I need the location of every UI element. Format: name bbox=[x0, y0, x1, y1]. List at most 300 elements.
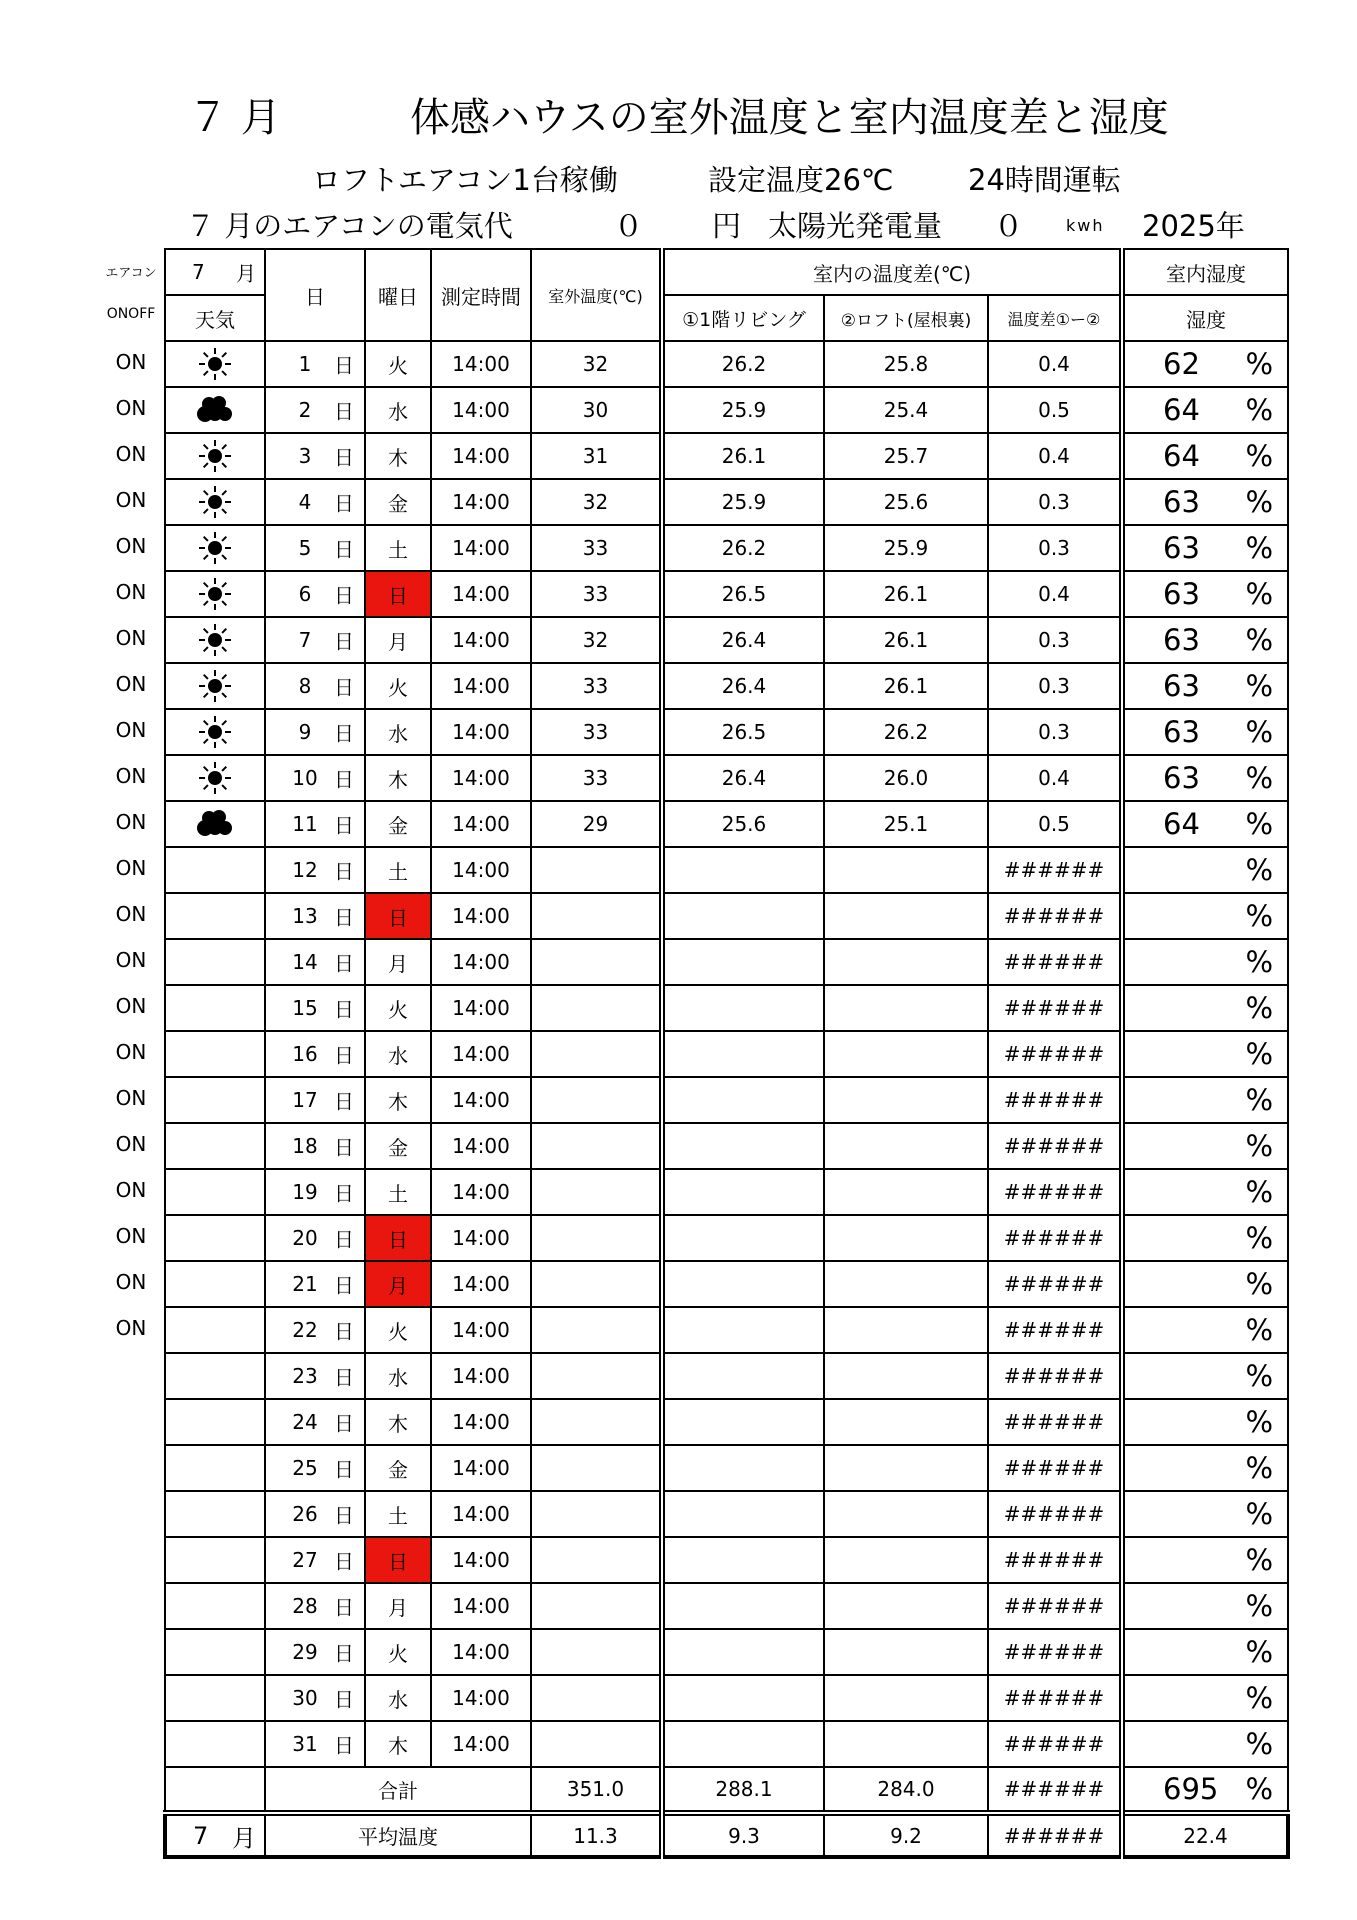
humidity-cell bbox=[1122, 1169, 1288, 1215]
humidity-cell bbox=[1122, 341, 1288, 387]
day-cell bbox=[265, 1031, 365, 1077]
loft-temp-cell: 25.7 bbox=[824, 433, 988, 479]
weather-cell bbox=[165, 801, 265, 847]
onoff-status: ON bbox=[115, 396, 147, 420]
header-day: 日 bbox=[265, 249, 365, 341]
time-cell: 14:00 bbox=[431, 525, 531, 571]
aircon-count: ロフトエアコン1台稼働 bbox=[312, 163, 618, 197]
loft-temp-cell: 26.1 bbox=[824, 617, 988, 663]
day-cell bbox=[265, 893, 365, 939]
loft-temp-cell: 26.0 bbox=[824, 755, 988, 801]
solar-label: 太陽光発電量 bbox=[768, 209, 943, 243]
humidity-cell bbox=[1122, 985, 1288, 1031]
day-number: 15 bbox=[292, 996, 318, 1020]
weather-cell bbox=[165, 1537, 265, 1583]
total-humidity-percent: % bbox=[1245, 1772, 1273, 1806]
humidity-cell bbox=[1122, 479, 1288, 525]
weekday-cell: 水 bbox=[365, 1353, 431, 1399]
time-cell: 14:00 bbox=[431, 617, 531, 663]
humidity-percent: % bbox=[1245, 1175, 1273, 1209]
weekday-cell: 水 bbox=[365, 1031, 431, 1077]
outdoor-temp-cell: 31 bbox=[531, 433, 662, 479]
day-cell bbox=[265, 1261, 365, 1307]
humidity-percent: % bbox=[1245, 1497, 1273, 1531]
table-row bbox=[165, 1537, 1288, 1583]
temp-diff-cell: ###### bbox=[988, 1261, 1122, 1307]
humidity-cell bbox=[1122, 939, 1288, 985]
loft-temp-cell bbox=[824, 1031, 988, 1077]
outdoor-temp-cell: 30 bbox=[531, 387, 662, 433]
living-temp-cell bbox=[662, 1675, 824, 1721]
time-cell: 14:00 bbox=[431, 1675, 531, 1721]
living-temp-cell bbox=[662, 1169, 824, 1215]
humidity-cell bbox=[1122, 1399, 1288, 1445]
total-diff: ###### bbox=[988, 1767, 1122, 1813]
humidity-cell bbox=[1122, 1215, 1288, 1261]
humidity-percent: % bbox=[1245, 1083, 1273, 1117]
day-number: 7 bbox=[298, 628, 312, 652]
solar-unit: kwh bbox=[1066, 216, 1105, 235]
cloud-icon bbox=[195, 807, 235, 841]
outdoor-temp-cell bbox=[531, 1583, 662, 1629]
loft-temp-cell: 25.4 bbox=[824, 387, 988, 433]
loft-temp-cell bbox=[824, 1629, 988, 1675]
temp-diff-cell: ###### bbox=[988, 985, 1122, 1031]
loft-temp-cell bbox=[824, 1675, 988, 1721]
temp-diff-cell: ###### bbox=[988, 1031, 1122, 1077]
humidity-percent: % bbox=[1245, 853, 1273, 887]
average-label: 平均温度 bbox=[265, 1813, 531, 1857]
humidity-percent: % bbox=[1245, 1451, 1273, 1485]
sun-icon bbox=[195, 577, 235, 611]
day-number: 10 bbox=[292, 766, 318, 790]
day-unit: 日 bbox=[334, 767, 354, 792]
weekday-cell: 火 bbox=[365, 985, 431, 1031]
day-number: 28 bbox=[292, 1594, 318, 1618]
loft-temp-cell bbox=[824, 1169, 988, 1215]
table-row bbox=[165, 939, 1288, 985]
outdoor-temp-cell bbox=[531, 1169, 662, 1215]
humidity-cell bbox=[1122, 1583, 1288, 1629]
weather-cell bbox=[165, 1215, 265, 1261]
temp-diff-cell: ###### bbox=[988, 1583, 1122, 1629]
outdoor-temp-cell bbox=[531, 939, 662, 985]
humidity-percent: % bbox=[1245, 715, 1273, 749]
day-cell bbox=[265, 1123, 365, 1169]
humidity-value: 63 bbox=[1163, 485, 1200, 519]
table-row bbox=[165, 1353, 1288, 1399]
table-row bbox=[165, 1077, 1288, 1123]
day-unit: 日 bbox=[334, 1503, 354, 1528]
humidity-cell bbox=[1122, 617, 1288, 663]
humidity-cell bbox=[1122, 1721, 1288, 1767]
humidity-cell bbox=[1122, 433, 1288, 479]
humidity-percent: % bbox=[1245, 807, 1273, 841]
living-temp-cell bbox=[662, 1077, 824, 1123]
total-label: 合計 bbox=[265, 1767, 531, 1813]
day-unit: 日 bbox=[334, 813, 354, 838]
day-number: 16 bbox=[292, 1042, 318, 1066]
living-temp-cell bbox=[662, 1399, 824, 1445]
temp-diff-cell: ###### bbox=[988, 939, 1122, 985]
humidity-cell bbox=[1122, 387, 1288, 433]
loft-temp-cell bbox=[824, 1261, 988, 1307]
day-cell bbox=[265, 387, 365, 433]
sun-icon bbox=[195, 485, 235, 519]
total-blank bbox=[165, 1767, 265, 1813]
weekday-cell: 月 bbox=[365, 1261, 431, 1307]
day-unit: 日 bbox=[334, 583, 354, 608]
day-unit: 日 bbox=[334, 1641, 354, 1666]
day-unit: 日 bbox=[334, 997, 354, 1022]
onoff-status: ON bbox=[115, 488, 147, 512]
table-row bbox=[165, 663, 1288, 709]
loft-temp-cell bbox=[824, 1721, 988, 1767]
humidity-value: 63 bbox=[1163, 715, 1200, 749]
humidity-percent: % bbox=[1245, 347, 1273, 381]
loft-temp-cell bbox=[824, 1307, 988, 1353]
humidity-cell bbox=[1122, 1537, 1288, 1583]
day-number: 25 bbox=[292, 1456, 318, 1480]
loft-temp-cell: 26.2 bbox=[824, 709, 988, 755]
outdoor-temp-cell bbox=[531, 1491, 662, 1537]
day-number: 6 bbox=[298, 582, 312, 606]
weather-cell bbox=[165, 617, 265, 663]
humidity-cell bbox=[1122, 1353, 1288, 1399]
outdoor-temp-cell: 33 bbox=[531, 755, 662, 801]
day-number: 13 bbox=[292, 904, 318, 928]
time-cell: 14:00 bbox=[431, 1721, 531, 1767]
day-number: 19 bbox=[292, 1180, 318, 1204]
title-month: ７ 月 bbox=[188, 95, 281, 141]
weekday-cell: 日 bbox=[365, 1215, 431, 1261]
temp-diff-cell: ###### bbox=[988, 1215, 1122, 1261]
average-row bbox=[165, 1813, 1288, 1857]
weekday-cell: 月 bbox=[365, 617, 431, 663]
weather-cell bbox=[165, 1169, 265, 1215]
time-cell: 14:00 bbox=[431, 939, 531, 985]
day-number: 8 bbox=[298, 674, 312, 698]
table-row bbox=[165, 985, 1288, 1031]
sun-icon bbox=[195, 531, 235, 565]
loft-temp-cell bbox=[824, 1399, 988, 1445]
day-unit: 日 bbox=[334, 905, 354, 930]
day-unit: 日 bbox=[334, 445, 354, 470]
electricity-value: ０ bbox=[614, 209, 644, 243]
loft-temp-cell: 25.1 bbox=[824, 801, 988, 847]
day-number: 14 bbox=[292, 950, 318, 974]
temp-diff-cell: 0.5 bbox=[988, 801, 1122, 847]
humidity-percent: % bbox=[1245, 899, 1273, 933]
temp-diff-cell: ###### bbox=[988, 1353, 1122, 1399]
time-cell: 14:00 bbox=[431, 1215, 531, 1261]
weekday-cell: 火 bbox=[365, 341, 431, 387]
weather-cell bbox=[165, 847, 265, 893]
humidity-percent: % bbox=[1245, 531, 1273, 565]
humidity-percent: % bbox=[1245, 945, 1273, 979]
weather-cell bbox=[165, 1491, 265, 1537]
onoff-status: ON bbox=[115, 534, 147, 558]
table-row bbox=[165, 617, 1288, 663]
table-row bbox=[165, 1169, 1288, 1215]
outdoor-temp-cell bbox=[531, 1675, 662, 1721]
onoff-status: ON bbox=[115, 994, 147, 1018]
living-temp-cell bbox=[662, 1491, 824, 1537]
day-number: 24 bbox=[292, 1410, 318, 1434]
onoff-status: ON bbox=[115, 1178, 147, 1202]
set-temperature: 設定温度26℃ bbox=[708, 163, 894, 197]
living-temp-cell bbox=[662, 893, 824, 939]
table-row bbox=[165, 433, 1288, 479]
cloud-icon bbox=[195, 393, 235, 427]
humidity-value: 64 bbox=[1163, 807, 1200, 841]
loft-temp-cell bbox=[824, 1445, 988, 1491]
living-temp-cell bbox=[662, 847, 824, 893]
day-unit: 日 bbox=[334, 1319, 354, 1344]
weekday-cell: 土 bbox=[365, 1491, 431, 1537]
onoff-status: ON bbox=[115, 1086, 147, 1110]
weekday-cell: 日 bbox=[365, 1537, 431, 1583]
time-cell: 14:00 bbox=[431, 1491, 531, 1537]
living-temp-cell: 26.4 bbox=[662, 663, 824, 709]
living-temp-cell bbox=[662, 1261, 824, 1307]
time-cell: 14:00 bbox=[431, 1261, 531, 1307]
time-cell: 14:00 bbox=[431, 801, 531, 847]
average-diff: ###### bbox=[988, 1813, 1122, 1857]
total-humidity-cell bbox=[1122, 1767, 1288, 1813]
living-temp-cell: 25.6 bbox=[662, 801, 824, 847]
living-temp-cell bbox=[662, 985, 824, 1031]
weekday-cell: 土 bbox=[365, 1169, 431, 1215]
day-cell bbox=[265, 755, 365, 801]
temp-diff-cell: ###### bbox=[988, 1445, 1122, 1491]
header-indoor-group: 室内の温度差(℃) bbox=[662, 249, 1122, 295]
outdoor-temp-cell bbox=[531, 893, 662, 939]
weather-cell bbox=[165, 341, 265, 387]
day-number: 17 bbox=[292, 1088, 318, 1112]
day-unit: 日 bbox=[334, 859, 354, 884]
day-unit: 日 bbox=[334, 1411, 354, 1436]
weekday-cell: 土 bbox=[365, 525, 431, 571]
table-row bbox=[165, 1491, 1288, 1537]
day-cell bbox=[265, 617, 365, 663]
onoff-header-aircon: エアコン bbox=[105, 266, 157, 281]
temp-diff-cell: 0.3 bbox=[988, 663, 1122, 709]
page-title: 体感ハウスの室外温度と室内温度差と湿度 bbox=[410, 95, 1169, 141]
weekday-cell: 月 bbox=[365, 1583, 431, 1629]
temperature-table bbox=[163, 248, 1290, 1859]
onoff-header-onoff: ONOFF bbox=[106, 306, 156, 322]
weekday-cell: 日 bbox=[365, 571, 431, 617]
day-cell bbox=[265, 985, 365, 1031]
living-temp-cell bbox=[662, 1721, 824, 1767]
time-cell: 14:00 bbox=[431, 1307, 531, 1353]
weather-cell bbox=[165, 433, 265, 479]
day-unit: 日 bbox=[334, 491, 354, 516]
day-unit: 日 bbox=[334, 721, 354, 746]
humidity-value: 64 bbox=[1163, 439, 1200, 473]
table-row bbox=[165, 1629, 1288, 1675]
humidity-percent: % bbox=[1245, 1681, 1273, 1715]
weather-cell bbox=[165, 1721, 265, 1767]
humidity-percent: % bbox=[1245, 1313, 1273, 1347]
weekday-cell: 金 bbox=[365, 1445, 431, 1491]
loft-temp-cell bbox=[824, 893, 988, 939]
humidity-percent: % bbox=[1245, 1221, 1273, 1255]
onoff-status: ON bbox=[115, 1270, 147, 1294]
onoff-status: ON bbox=[115, 718, 147, 742]
average-month-unit: 月 bbox=[232, 1824, 256, 1852]
table-row bbox=[165, 801, 1288, 847]
table-row bbox=[165, 847, 1288, 893]
humidity-value: 63 bbox=[1163, 761, 1200, 795]
total-row bbox=[165, 1767, 1288, 1813]
weather-cell bbox=[165, 1261, 265, 1307]
time-cell: 14:00 bbox=[431, 1123, 531, 1169]
onoff-status: ON bbox=[115, 902, 147, 926]
day-unit: 日 bbox=[334, 399, 354, 424]
outdoor-temp-cell: 32 bbox=[531, 617, 662, 663]
day-cell bbox=[265, 939, 365, 985]
average-month-cell bbox=[165, 1813, 265, 1857]
average-month-number: 7 bbox=[193, 1821, 209, 1850]
time-cell: 14:00 bbox=[431, 1399, 531, 1445]
day-unit: 日 bbox=[334, 1043, 354, 1068]
outdoor-temp-cell: 33 bbox=[531, 709, 662, 755]
weather-cell bbox=[165, 1399, 265, 1445]
humidity-percent: % bbox=[1245, 991, 1273, 1025]
temp-diff-cell: 0.4 bbox=[988, 341, 1122, 387]
day-cell bbox=[265, 1491, 365, 1537]
outdoor-temp-cell bbox=[531, 1123, 662, 1169]
day-number: 27 bbox=[292, 1548, 318, 1572]
humidity-cell bbox=[1122, 755, 1288, 801]
living-temp-cell: 26.5 bbox=[662, 709, 824, 755]
time-cell: 14:00 bbox=[431, 387, 531, 433]
weather-cell bbox=[165, 1675, 265, 1721]
outdoor-temp-cell: 33 bbox=[531, 571, 662, 617]
humidity-value: 63 bbox=[1163, 669, 1200, 703]
humidity-percent: % bbox=[1245, 1405, 1273, 1439]
day-unit: 日 bbox=[334, 1227, 354, 1252]
table-row bbox=[165, 1583, 1288, 1629]
humidity-cell bbox=[1122, 1629, 1288, 1675]
header-loft: ②ロフト(屋根裏) bbox=[824, 295, 988, 341]
weekday-cell: 水 bbox=[365, 387, 431, 433]
temp-diff-cell: ###### bbox=[988, 893, 1122, 939]
table-row bbox=[165, 893, 1288, 939]
day-number: 31 bbox=[292, 1732, 318, 1756]
day-unit: 日 bbox=[334, 1595, 354, 1620]
humidity-value: 62 bbox=[1163, 347, 1200, 381]
humidity-cell bbox=[1122, 1031, 1288, 1077]
loft-temp-cell bbox=[824, 1537, 988, 1583]
outdoor-temp-cell bbox=[531, 847, 662, 893]
humidity-percent: % bbox=[1245, 577, 1273, 611]
temp-diff-cell: 0.5 bbox=[988, 387, 1122, 433]
weather-cell bbox=[165, 709, 265, 755]
living-temp-cell bbox=[662, 1215, 824, 1261]
header-month-number: 7 bbox=[192, 260, 205, 284]
outdoor-temp-cell bbox=[531, 1077, 662, 1123]
day-number: 2 bbox=[298, 398, 312, 422]
living-temp-cell: 25.9 bbox=[662, 387, 824, 433]
table-row bbox=[165, 525, 1288, 571]
average-loft: 9.2 bbox=[824, 1813, 988, 1857]
table-row bbox=[165, 1399, 1288, 1445]
day-cell bbox=[265, 525, 365, 571]
weekday-cell: 日 bbox=[365, 893, 431, 939]
onoff-status: ON bbox=[115, 948, 147, 972]
table-row bbox=[165, 387, 1288, 433]
time-cell: 14:00 bbox=[431, 893, 531, 939]
humidity-cell bbox=[1122, 571, 1288, 617]
header-time: 測定時間 bbox=[431, 249, 531, 341]
outdoor-temp-cell: 33 bbox=[531, 663, 662, 709]
day-cell bbox=[265, 1675, 365, 1721]
day-unit: 日 bbox=[334, 1365, 354, 1390]
temp-diff-cell: 0.4 bbox=[988, 755, 1122, 801]
table-row bbox=[165, 341, 1288, 387]
humidity-percent: % bbox=[1245, 1635, 1273, 1669]
outdoor-temp-cell bbox=[531, 1215, 662, 1261]
day-number: 18 bbox=[292, 1134, 318, 1158]
weather-cell bbox=[165, 1123, 265, 1169]
living-temp-cell bbox=[662, 1307, 824, 1353]
temp-diff-cell: ###### bbox=[988, 1399, 1122, 1445]
table-row bbox=[165, 1215, 1288, 1261]
day-unit: 日 bbox=[334, 537, 354, 562]
temp-diff-cell: ###### bbox=[988, 1077, 1122, 1123]
day-cell bbox=[265, 801, 365, 847]
loft-temp-cell: 25.9 bbox=[824, 525, 988, 571]
time-cell: 14:00 bbox=[431, 1537, 531, 1583]
onoff-status: ON bbox=[115, 442, 147, 466]
temp-diff-cell: ###### bbox=[988, 1721, 1122, 1767]
day-cell bbox=[265, 847, 365, 893]
day-unit: 日 bbox=[334, 675, 354, 700]
day-cell bbox=[265, 341, 365, 387]
header-humidity: 湿度 bbox=[1122, 295, 1288, 341]
day-unit: 日 bbox=[334, 1273, 354, 1298]
time-cell: 14:00 bbox=[431, 433, 531, 479]
header-diff: 温度差①ー② bbox=[988, 295, 1122, 341]
humidity-cell bbox=[1122, 893, 1288, 939]
living-temp-cell: 26.1 bbox=[662, 433, 824, 479]
onoff-status: ON bbox=[115, 1040, 147, 1064]
time-cell: 14:00 bbox=[431, 985, 531, 1031]
humidity-percent: % bbox=[1245, 485, 1273, 519]
weather-cell bbox=[165, 1445, 265, 1491]
humidity-cell bbox=[1122, 1491, 1288, 1537]
average-outdoor: 11.3 bbox=[531, 1813, 662, 1857]
weekday-cell: 土 bbox=[365, 847, 431, 893]
outdoor-temp-cell bbox=[531, 1629, 662, 1675]
weekday-cell: 金 bbox=[365, 801, 431, 847]
living-temp-cell: 25.9 bbox=[662, 479, 824, 525]
humidity-value: 63 bbox=[1163, 623, 1200, 657]
weather-cell bbox=[165, 755, 265, 801]
day-unit: 日 bbox=[334, 1457, 354, 1482]
humidity-value: 64 bbox=[1163, 393, 1200, 427]
outdoor-temp-cell bbox=[531, 1031, 662, 1077]
onoff-status: ON bbox=[115, 1224, 147, 1248]
day-number: 9 bbox=[298, 720, 312, 744]
outdoor-temp-cell: 29 bbox=[531, 801, 662, 847]
temp-diff-cell: 0.3 bbox=[988, 617, 1122, 663]
table-row bbox=[165, 1675, 1288, 1721]
total-outdoor: 351.0 bbox=[531, 1767, 662, 1813]
